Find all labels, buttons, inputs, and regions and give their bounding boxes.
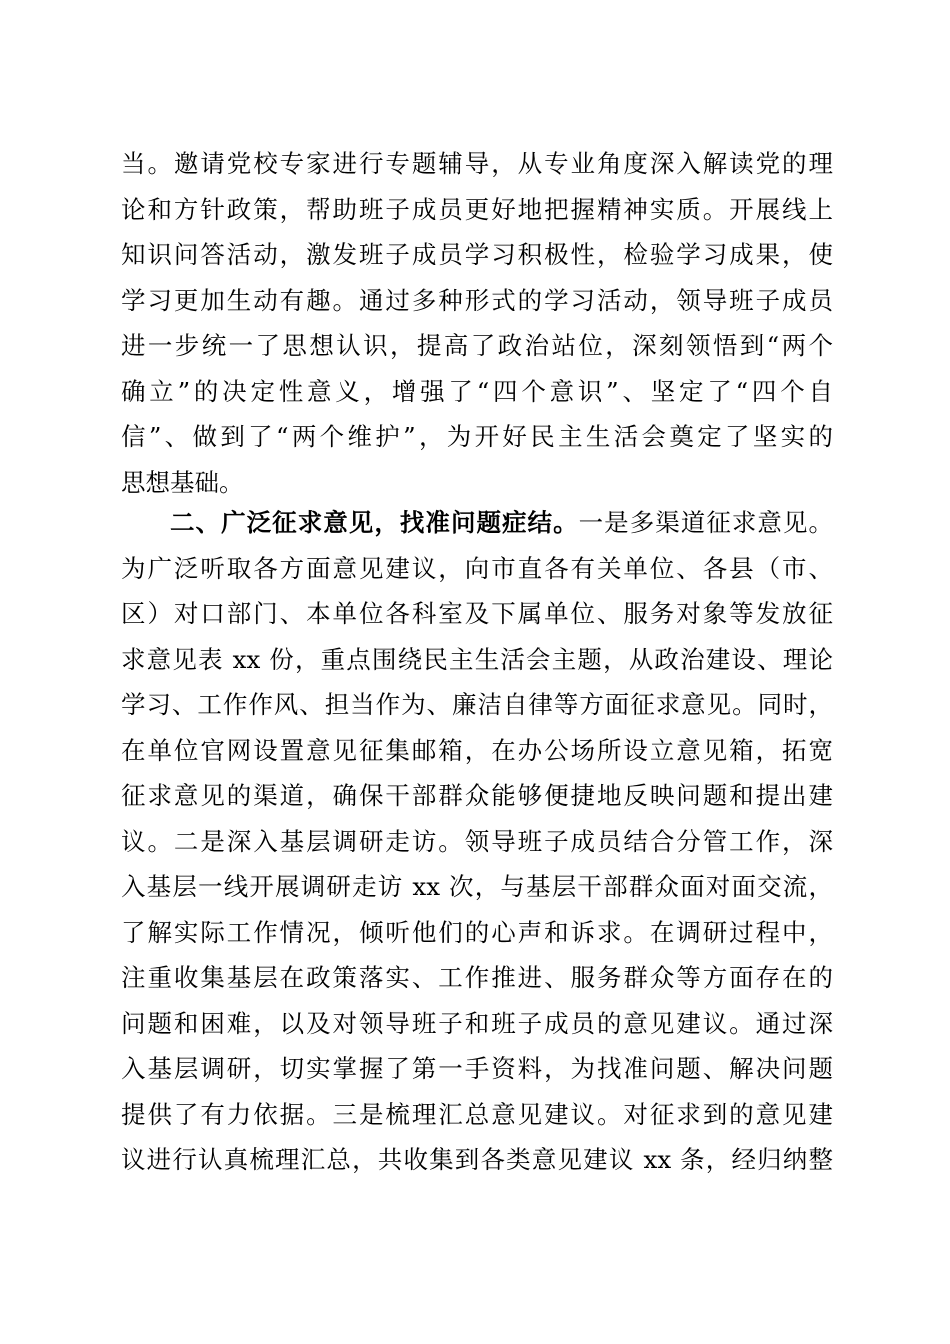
text-line: 了解实际工作情况，倾听他们的心声和诉求。在调研过程中， <box>121 917 833 947</box>
text-line: 在单位官网设置意见征集邮箱，在办公场所设立意见箱，拓宽 <box>121 735 833 765</box>
text-line: 知识问答活动，激发班子成员学习积极性，检验学习成果，使 <box>121 240 833 269</box>
text-line: 确立”的决定性意义，增强了“四个意识”、坚定了“四个自 <box>121 376 833 406</box>
text-line: 当。邀请党校专家进行专题辅导，从专业角度深入解读党的理 <box>121 149 833 178</box>
text-line: 入基层调研，切实掌握了第一手资料，为找准问题、解决问题 <box>121 1054 833 1083</box>
text-line: 问题和困难，以及对领导班子和班子成员的意见建议。通过深 <box>121 1008 833 1038</box>
text-line: 信”、做到了“两个维护”，为开好民主生活会奠定了坚实的 <box>121 422 833 451</box>
text-line: 入基层一线开展调研走访 xx 次，与基层干部群众面对面交流， <box>121 872 833 901</box>
paragraph-study-activities <box>121 141 833 505</box>
section-heading: 二、广泛征求意见，找准问题症结。 <box>170 508 579 537</box>
text-line: 求意见表 xx 份，重点围绕民主生活会主题，从政治建设、理论 <box>121 644 833 674</box>
text-line: 议进行认真梳理汇总，共收集到各类意见建议 xx 条，经归纳整 <box>121 1145 833 1174</box>
text-line: 注重收集基层在政策落实、工作推进、服务群众等方面存在的 <box>121 963 833 992</box>
text-line: 区）对口部门、本单位各科室及下属单位、服务对象等发放征 <box>121 599 833 628</box>
text-line: 进一步统一了思想认识，提高了政治站位，深刻领悟到“两个 <box>121 331 833 360</box>
text-line: 学习、工作作风、担当作为、廉洁自律等方面征求意见。同时， <box>121 690 833 719</box>
paragraph-solicit-opinions <box>121 500 833 1183</box>
text-line: 学习更加生动有趣。通过多种形式的学习活动，领导班子成员 <box>121 285 833 315</box>
text-line: 征求意见的渠道，确保干部群众能够便捷地反映问题和提出建 <box>121 781 833 810</box>
text-line: 为广泛听取各方面意见建议，向市直各有关单位、各县（市、 <box>121 553 833 583</box>
text-line: 议。二是深入基层调研走访。领导班子成员结合分管工作，深 <box>121 826 833 856</box>
text-line: 思想基础。 <box>121 467 244 497</box>
section-first-line <box>121 500 833 546</box>
text-line: 论和方针政策，帮助班子成员更好地把握精神实质。开展线上 <box>121 194 833 224</box>
text-line: 提供了有力依据。三是梳理汇总意见建议。对征求到的意见建 <box>121 1099 833 1129</box>
section-first-line-text: 一是多渠道征求意见。 <box>578 508 833 537</box>
